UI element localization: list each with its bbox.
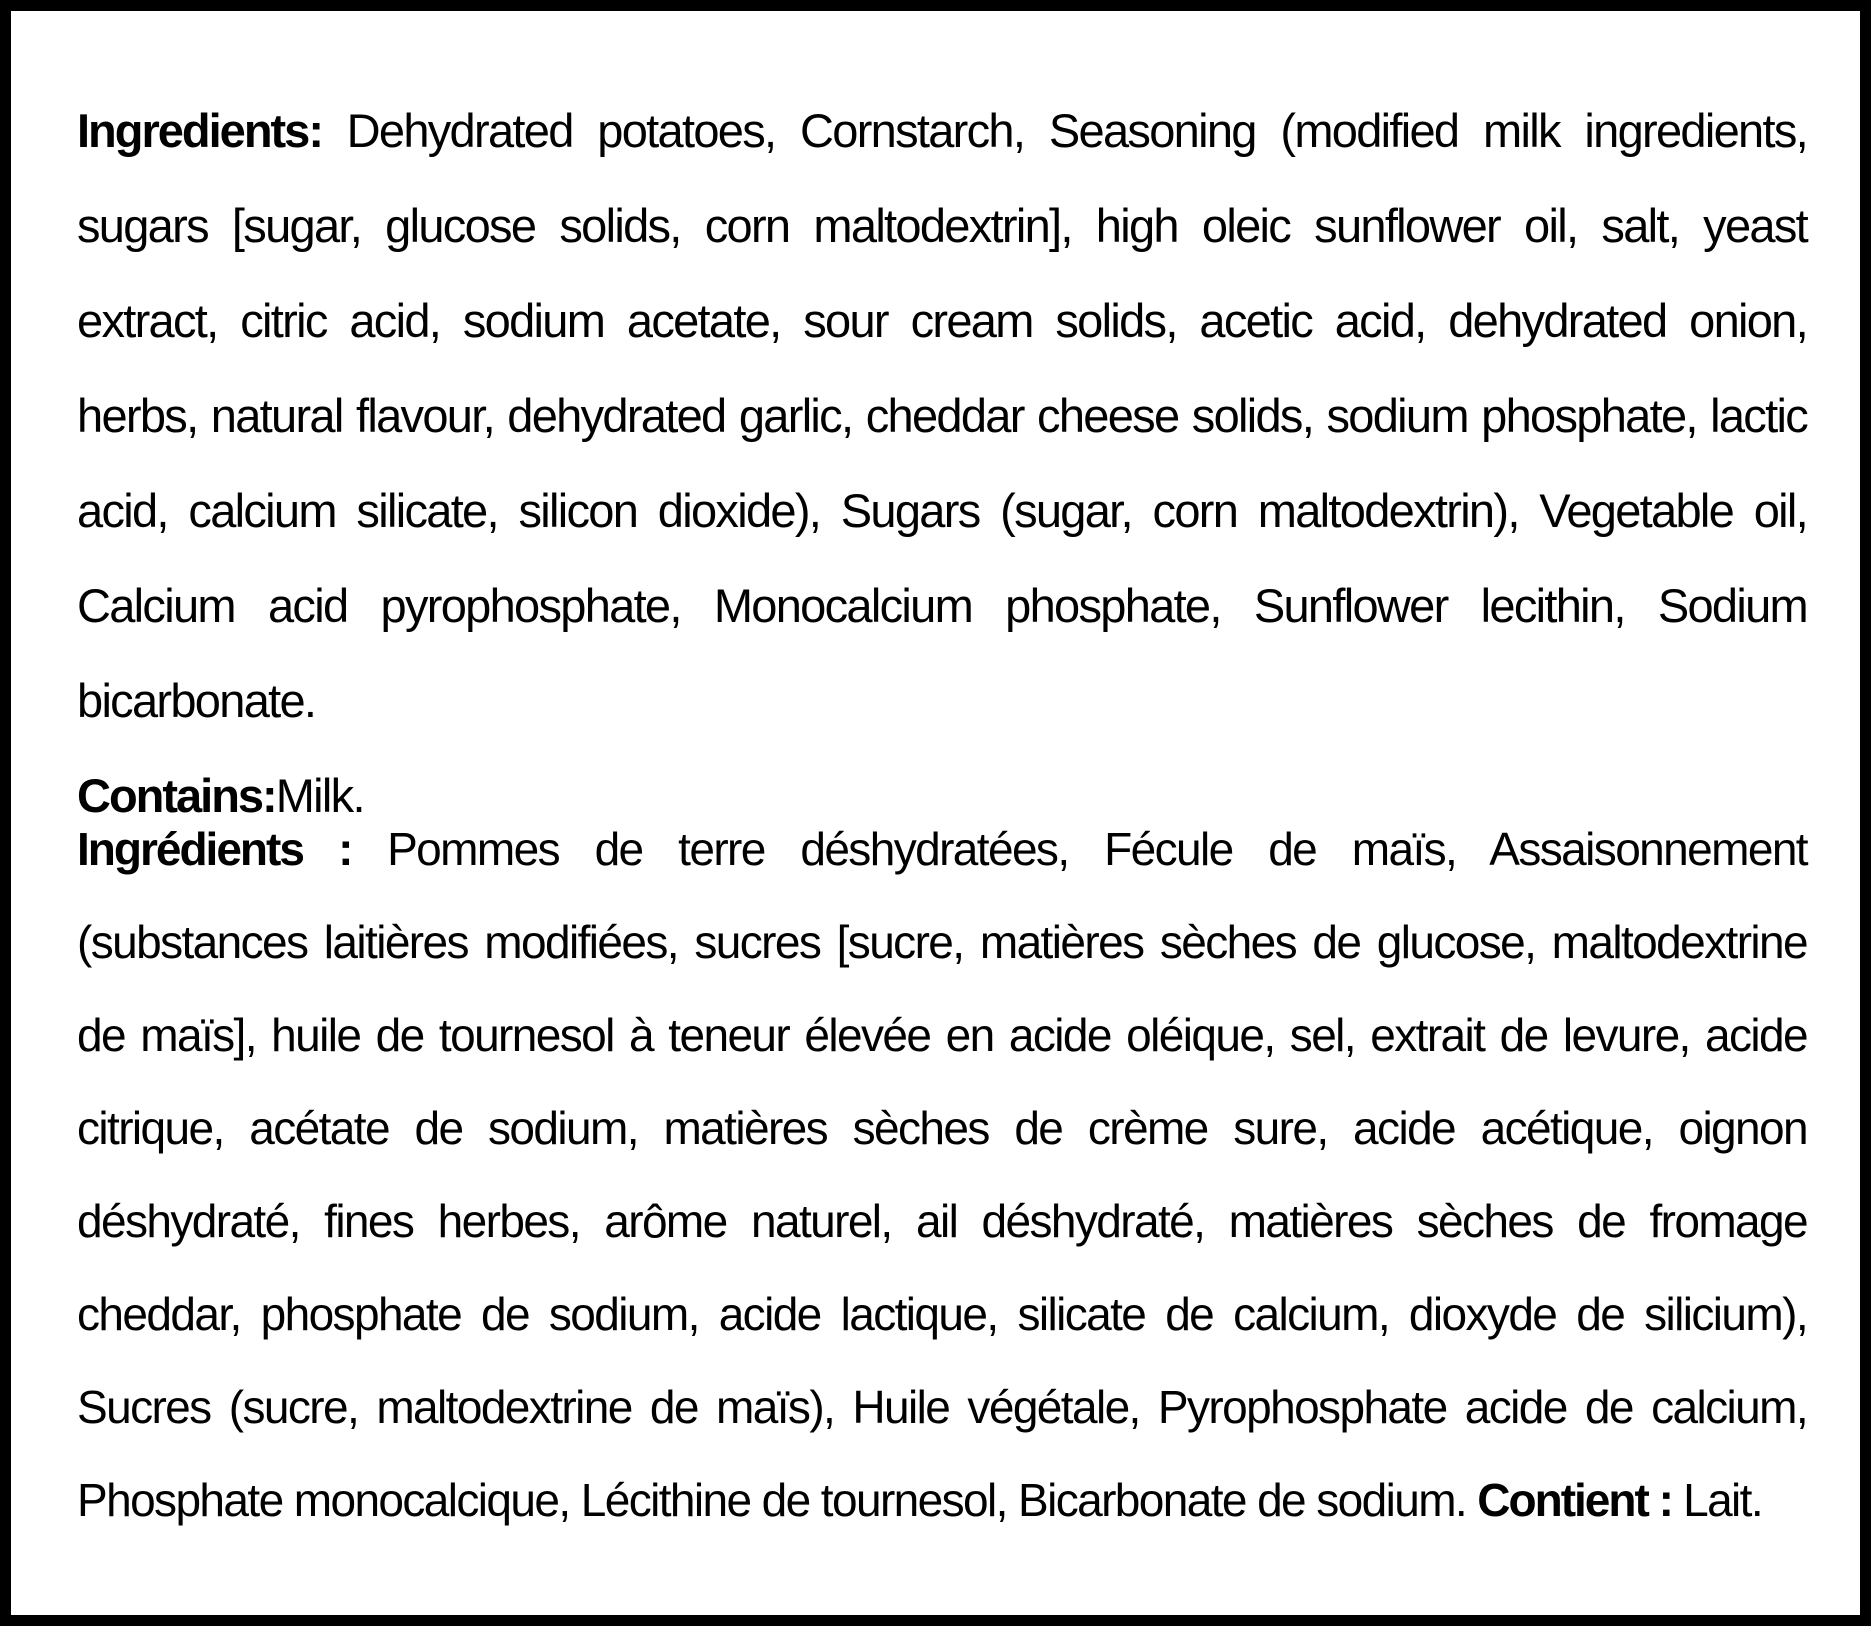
french-contains-group	[1477, 1474, 1762, 1526]
french-ingredients-heading: Ingrédients :	[77, 823, 352, 875]
french-contains-heading: Contient :	[1477, 1474, 1672, 1526]
english-ingredients-heading: Ingredients:	[77, 104, 322, 157]
english-contains-heading: Contains:	[77, 769, 276, 822]
french-ingredients-paragraph	[77, 803, 1807, 1547]
english-ingredients-paragraph	[77, 83, 1807, 748]
english-ingredients-text: Dehydrated potatoes, Cornstarch, Seasoning (modified milk ingredients, sugars [sugar, glucose solids, corn maltodextrin], high oleic sunflower oil, salt, yeast extract, citric acid, sodium acetate, sour cream solids, acetic acid, dehydrated onion, herbs, natural flavour, dehydrated garlic, cheddar cheese solids, sodium phosphate, lactic acid, calcium silicate, silicon dioxide), Sugars (sugar, corn maltodextrin), Vegetable oil, Calcium acid pyrophosphate, Monocalcium phosphate, Sunflower lecithin, Sodium bicarbonate.	[77, 104, 1808, 727]
french-ingredients-panel	[77, 803, 1807, 1547]
english-contains-text: Milk.	[275, 769, 364, 822]
english-ingredients-panel	[77, 83, 1807, 843]
french-ingredients-text: Pommes de terre déshydratées, Fécule de maïs, Assaisonnement (substances laitières modifiées, sucres [sucre, matières sèches de glucose, maltodextrine de maïs], huile de tournesol à teneur élevée en acide oléique, sel, extrait de levure, acide citrique, acétate de sodium, matières sèches de crème sure, acide acétique, oignon déshydraté, fines herbes, arôme naturel, ail déshydraté, matières sèches de fromage cheddar, phosphate de sodium, acide lactique, silicate de calcium, dioxyde de silicium), Sucres (sucre, maltodextrine de maïs), Huile végétale, Pyrophosphate acide de calcium, Phosphate monocalcique, Lécithine de tournesol, Bicarbonate de sodium.	[77, 823, 1807, 1526]
french-contains-text: Lait.	[1683, 1474, 1763, 1526]
